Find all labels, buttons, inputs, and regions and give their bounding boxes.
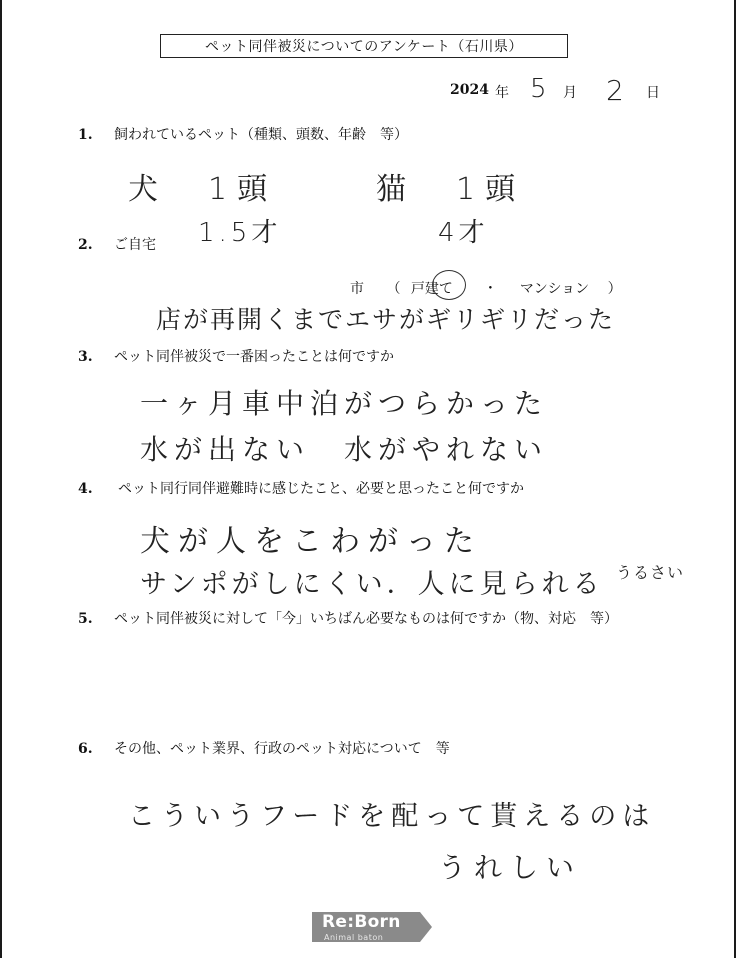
question-text: その他、ペット業界、行政のペット対応について 等 bbox=[114, 741, 450, 757]
answer-cat-age: 4才 bbox=[438, 218, 489, 248]
question-text: ペット同伴被災で一番困ったことは何ですか bbox=[114, 349, 394, 365]
date-year: 2024 bbox=[450, 82, 489, 98]
answer-q4-line2: サンポがしにくい．人に見られる bbox=[140, 569, 604, 600]
city-label: 市 bbox=[350, 281, 364, 297]
paren-open: （ bbox=[386, 281, 401, 297]
answer-dog: 犬 1頭 bbox=[128, 172, 278, 207]
question-text: ペット同行同伴避難時に感じたこと、必要と思ったこと何ですか bbox=[118, 481, 524, 497]
question-6 bbox=[78, 738, 450, 758]
answer-q6-line2: うれしい bbox=[438, 851, 583, 884]
question-4 bbox=[78, 478, 524, 498]
answer-q3-line2: 水が出ない 水がやれない bbox=[140, 433, 549, 466]
logo-sub-text: Animal baton bbox=[324, 933, 384, 942]
question-text: ご自宅 bbox=[114, 237, 156, 253]
paren-close: ） bbox=[607, 281, 622, 297]
reborn-logo bbox=[312, 912, 432, 942]
question-2 bbox=[78, 234, 156, 254]
question-1 bbox=[78, 124, 408, 144]
answer-dog-age: 1.5才 bbox=[198, 218, 282, 248]
date-day-handwritten: 2 bbox=[606, 74, 624, 107]
date-day-label: 日 bbox=[646, 85, 660, 101]
date-month-label: 月 bbox=[563, 85, 577, 101]
housing-options bbox=[350, 278, 622, 298]
question-text: 飼われているペット（種類、頭数、年齢 等） bbox=[114, 127, 408, 143]
question-number: 4. bbox=[78, 481, 93, 497]
house-option: 戸建て bbox=[410, 281, 453, 297]
date-year-label: 年 bbox=[495, 85, 509, 101]
left-border bbox=[0, 0, 2, 958]
answer-housing-note: 店が再開くまでエサがギリギリだった bbox=[156, 305, 616, 334]
date-month-handwritten: 5 bbox=[530, 74, 547, 104]
question-number: 6. bbox=[78, 741, 93, 757]
answer-q3-line1: 一ヶ月車中泊がつらかった bbox=[140, 387, 549, 420]
question-number: 2. bbox=[78, 237, 93, 253]
question-5 bbox=[78, 608, 618, 628]
answer-q4-small-note: うるさい bbox=[616, 563, 685, 582]
mansion-option: マンション bbox=[519, 281, 590, 297]
answer-q6-line1: こういうフードを配って貰えるのは bbox=[128, 801, 656, 832]
question-number: 5. bbox=[78, 611, 93, 627]
question-3 bbox=[78, 346, 394, 366]
question-number: 1. bbox=[78, 127, 93, 143]
question-text: ペット同伴被災に対して「今」いちばん必要なものは何ですか（物、対応 等） bbox=[114, 611, 618, 627]
house-selected-circle bbox=[432, 270, 466, 300]
separator-dot: ・ bbox=[483, 281, 498, 297]
survey-title: ペット同伴被災についてのアンケート（石川県） bbox=[160, 34, 568, 58]
logo-main-text: Re:Born bbox=[322, 912, 401, 932]
question-number: 3. bbox=[78, 349, 93, 365]
answer-q4-line1: 犬が人をこわがった bbox=[140, 524, 482, 559]
date-row bbox=[420, 76, 680, 106]
answer-cat: 猫 1頭 bbox=[376, 172, 526, 207]
